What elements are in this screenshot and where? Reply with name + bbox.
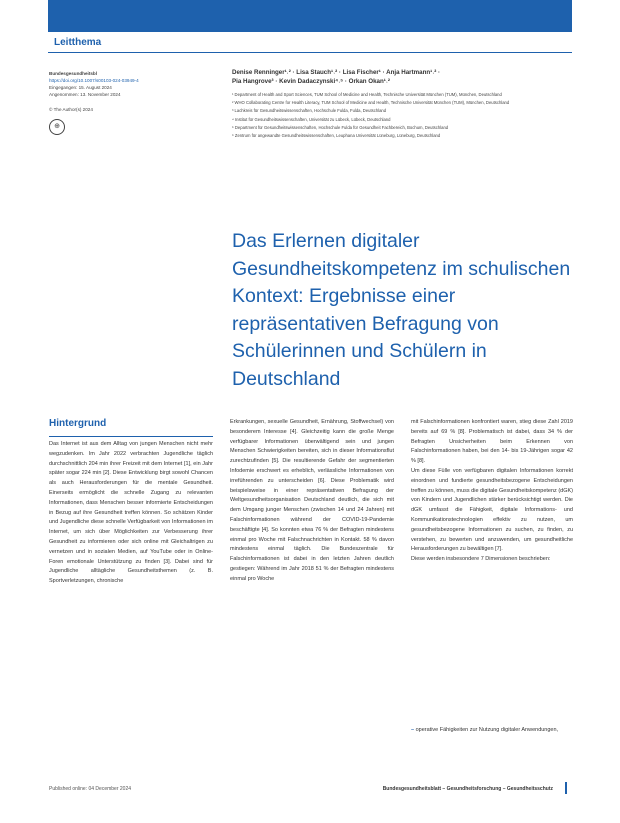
bullet-text: operative Fähigkeiten zur Nutzung digitaler Anwendungen,	[415, 727, 559, 733]
affiliation: ² WHO Collaborating Centre for Health Literacy, TUM School of Medicine and Health, Technische Universität München (TUM), München, Deutschland	[232, 100, 510, 106]
copyright: © The Author(s) 2024	[49, 107, 93, 112]
bullet-dash-icon: –	[411, 727, 416, 733]
doi-link[interactable]: https://doi.org/10.1007/s00103-024-03949-4	[49, 78, 139, 83]
affiliation: ⁶ Zentrum für angewandte Gesundheitswissenschaften, Leuphana Universität Lüneburg, Lüneburg, Deutschland	[232, 133, 441, 139]
accepted-date: Angenommen: 13. November 2024	[49, 92, 121, 97]
body-column-2: Erkrankungen, sexuelle Gesundheit, Ernährung, Stoffwechsel) von besonderem Interesse [4]. Gleichzeitig kann die große Menge verfügbarer Informationen überwältigend sein und jungen Menschen Schwierigkeiten bereiten, sich in dieser Informationsflut zurechtzufinden [5]. Die resultierende Gefahr der segmentierten Infodemie erschwert es erheblich, verlässliche Informationen von irreführenden zu unterscheiden [6]. Diese Problematik wird beispielsweise in einer repräsentativen Befragung der Weltgesundheitsorganisation Deutschland deutlich, die sich mit dem Umgang junger Menschen (zwischen 14 und 24 Jahren) mit Falschinformationen während der COVID-19-Pandemie beschäftigte [4]. So konnten etwa 76 % der Befragten mindestens einmal pro Woche mit Falschnachrichten in Kontakt. 58 % davon mindestens einmal täglich. Die Bundeszentrale für Falschinformationen ist dabei in den letzten Jahren deutlich gestiegen: Während im Jahr 2018 51 % der Befragten mindestens einmal pro Woche	[230, 419, 394, 582]
section-label	[48, 34, 572, 53]
heading-rule	[49, 436, 213, 437]
author-list	[232, 68, 572, 86]
section-label-text: Leitthema	[54, 37, 102, 48]
affiliations	[232, 92, 572, 141]
footer-journal: Bundesgesundheitsblatt – Gesundheitsforschung – Gesundheitsschutz	[382, 786, 553, 792]
published-date: Published online: 04 December 2024	[49, 786, 131, 792]
article-title: Das Erlernen digitaler Gesundheitskompetenz im schulischen Kontext: Ergebnisse einer repräsentativen Befragung von Schülerinnen und Schülern in Deutschland	[232, 230, 571, 390]
journal-name: Bundesgesundheitsbl	[49, 71, 97, 76]
affiliation: ⁵ Department für Gesundheitswissenschaften, Hochschule Fulda für Gesundheit Fachbereich, Bochum, Deutschland	[232, 124, 449, 130]
body-column-1: Das Internet ist aus dem Alltag von jungen Menschen nicht mehr wegzudenken. Im Jahr 2022 verbrachten Jugendliche täglich durchschnittlich 204 min ihrer Freizeit mit dem Internet [1], ein Jahr später sogar 224 min [2]. Diese Entwicklung birgt sowohl Chancen als auch Herausforderungen für die mentale Gesundheit. Einerseits ermöglicht die schnelle Zugang zu relevanten Informationen, dass Menschen besser informierte Entscheidungen in Bezug auf ihre Gesundheit treffen können. So schätzen Kinder und Jugendliche diese schnelle Verfügbarkeit von Informationen im Internet, um sich über Möglichkeiten zur Verbesserung ihrer Gesundheit zu informieren oder sich online mit Gleichaltrigen zu vernetzen und in sozialen Medien, auf YouTube oder in Online-Foren emotionale Unterstützung zu finden [3]. Dabei sind für Jugendliche alltägliche Gesundheitsthemen (z. B. Sportverletzungen, chronische	[49, 441, 213, 585]
affiliation: ¹ Department of Health and Sport Sciences, TUM School of Medicine and Health, Technische Universität München (TUM), München, Deutschland	[232, 92, 502, 97]
article-metadata	[49, 70, 219, 135]
footer-accent-bar	[565, 782, 567, 794]
author-line-1: Denise Renninger¹˒² · Lisa Stauch¹˒² · Lisa Fischer¹ · Anja Hartmann¹˒² ·	[232, 69, 441, 76]
bullet-item	[411, 726, 573, 736]
body-column-3: mit Falschinformationen konfrontiert waren, stieg diese Zahl 2019 bereits auf 69 % [8]. Problematisch ist dabei, dass 34 % der Befragten Unsicherheiten beim Erkennen von Falschinformationen haben, bei den 14- bis 19-Jährigen sogar 42 % [8]. Um diese Fülle von verfügbaren digitalen Informationen korrekt einordnen und fundierte gesundheitsbezogene Entscheidungen treffen zu können, muss die digitale Gesundheitskompetenz (dGK) von Kindern und Jugendlichen stärker berücksichtigt werden. Die dGK umfasst die Fähigkeit, digitale Informations- und Kommunikationstechnologien effektiv zu nutzen, um gesundheitsbezogene Informationen zu suchen, zu finden, zu verstehen, zu bewerten und anzuwenden, um gesundheitliche Herausforderungen zu bewältigen [7]. Diese werden insbesondere 7 Dimensionen beschrieben:	[411, 419, 573, 563]
journal-header-bar	[48, 0, 572, 32]
affiliation: ³ Lachkreis für Gesundheitswissenschaften, Hochschule Fulda, Fulda, Deutschland	[232, 108, 387, 114]
affiliation: ⁴ Institut für Gesundheitswissenschaften, Universität zu Lübeck, Lübeck, Deutschland	[232, 116, 391, 122]
open-access-icon: ⊕	[49, 119, 65, 135]
author-line-2: Pia Hangrove³ · Kevin Dadaczynski⁴˒⁵ · Orkan Okan¹˒²	[232, 78, 390, 85]
section-heading: Hintergrund	[49, 418, 107, 429]
received-date: Eingegangen: 15. August 2024	[49, 85, 112, 90]
